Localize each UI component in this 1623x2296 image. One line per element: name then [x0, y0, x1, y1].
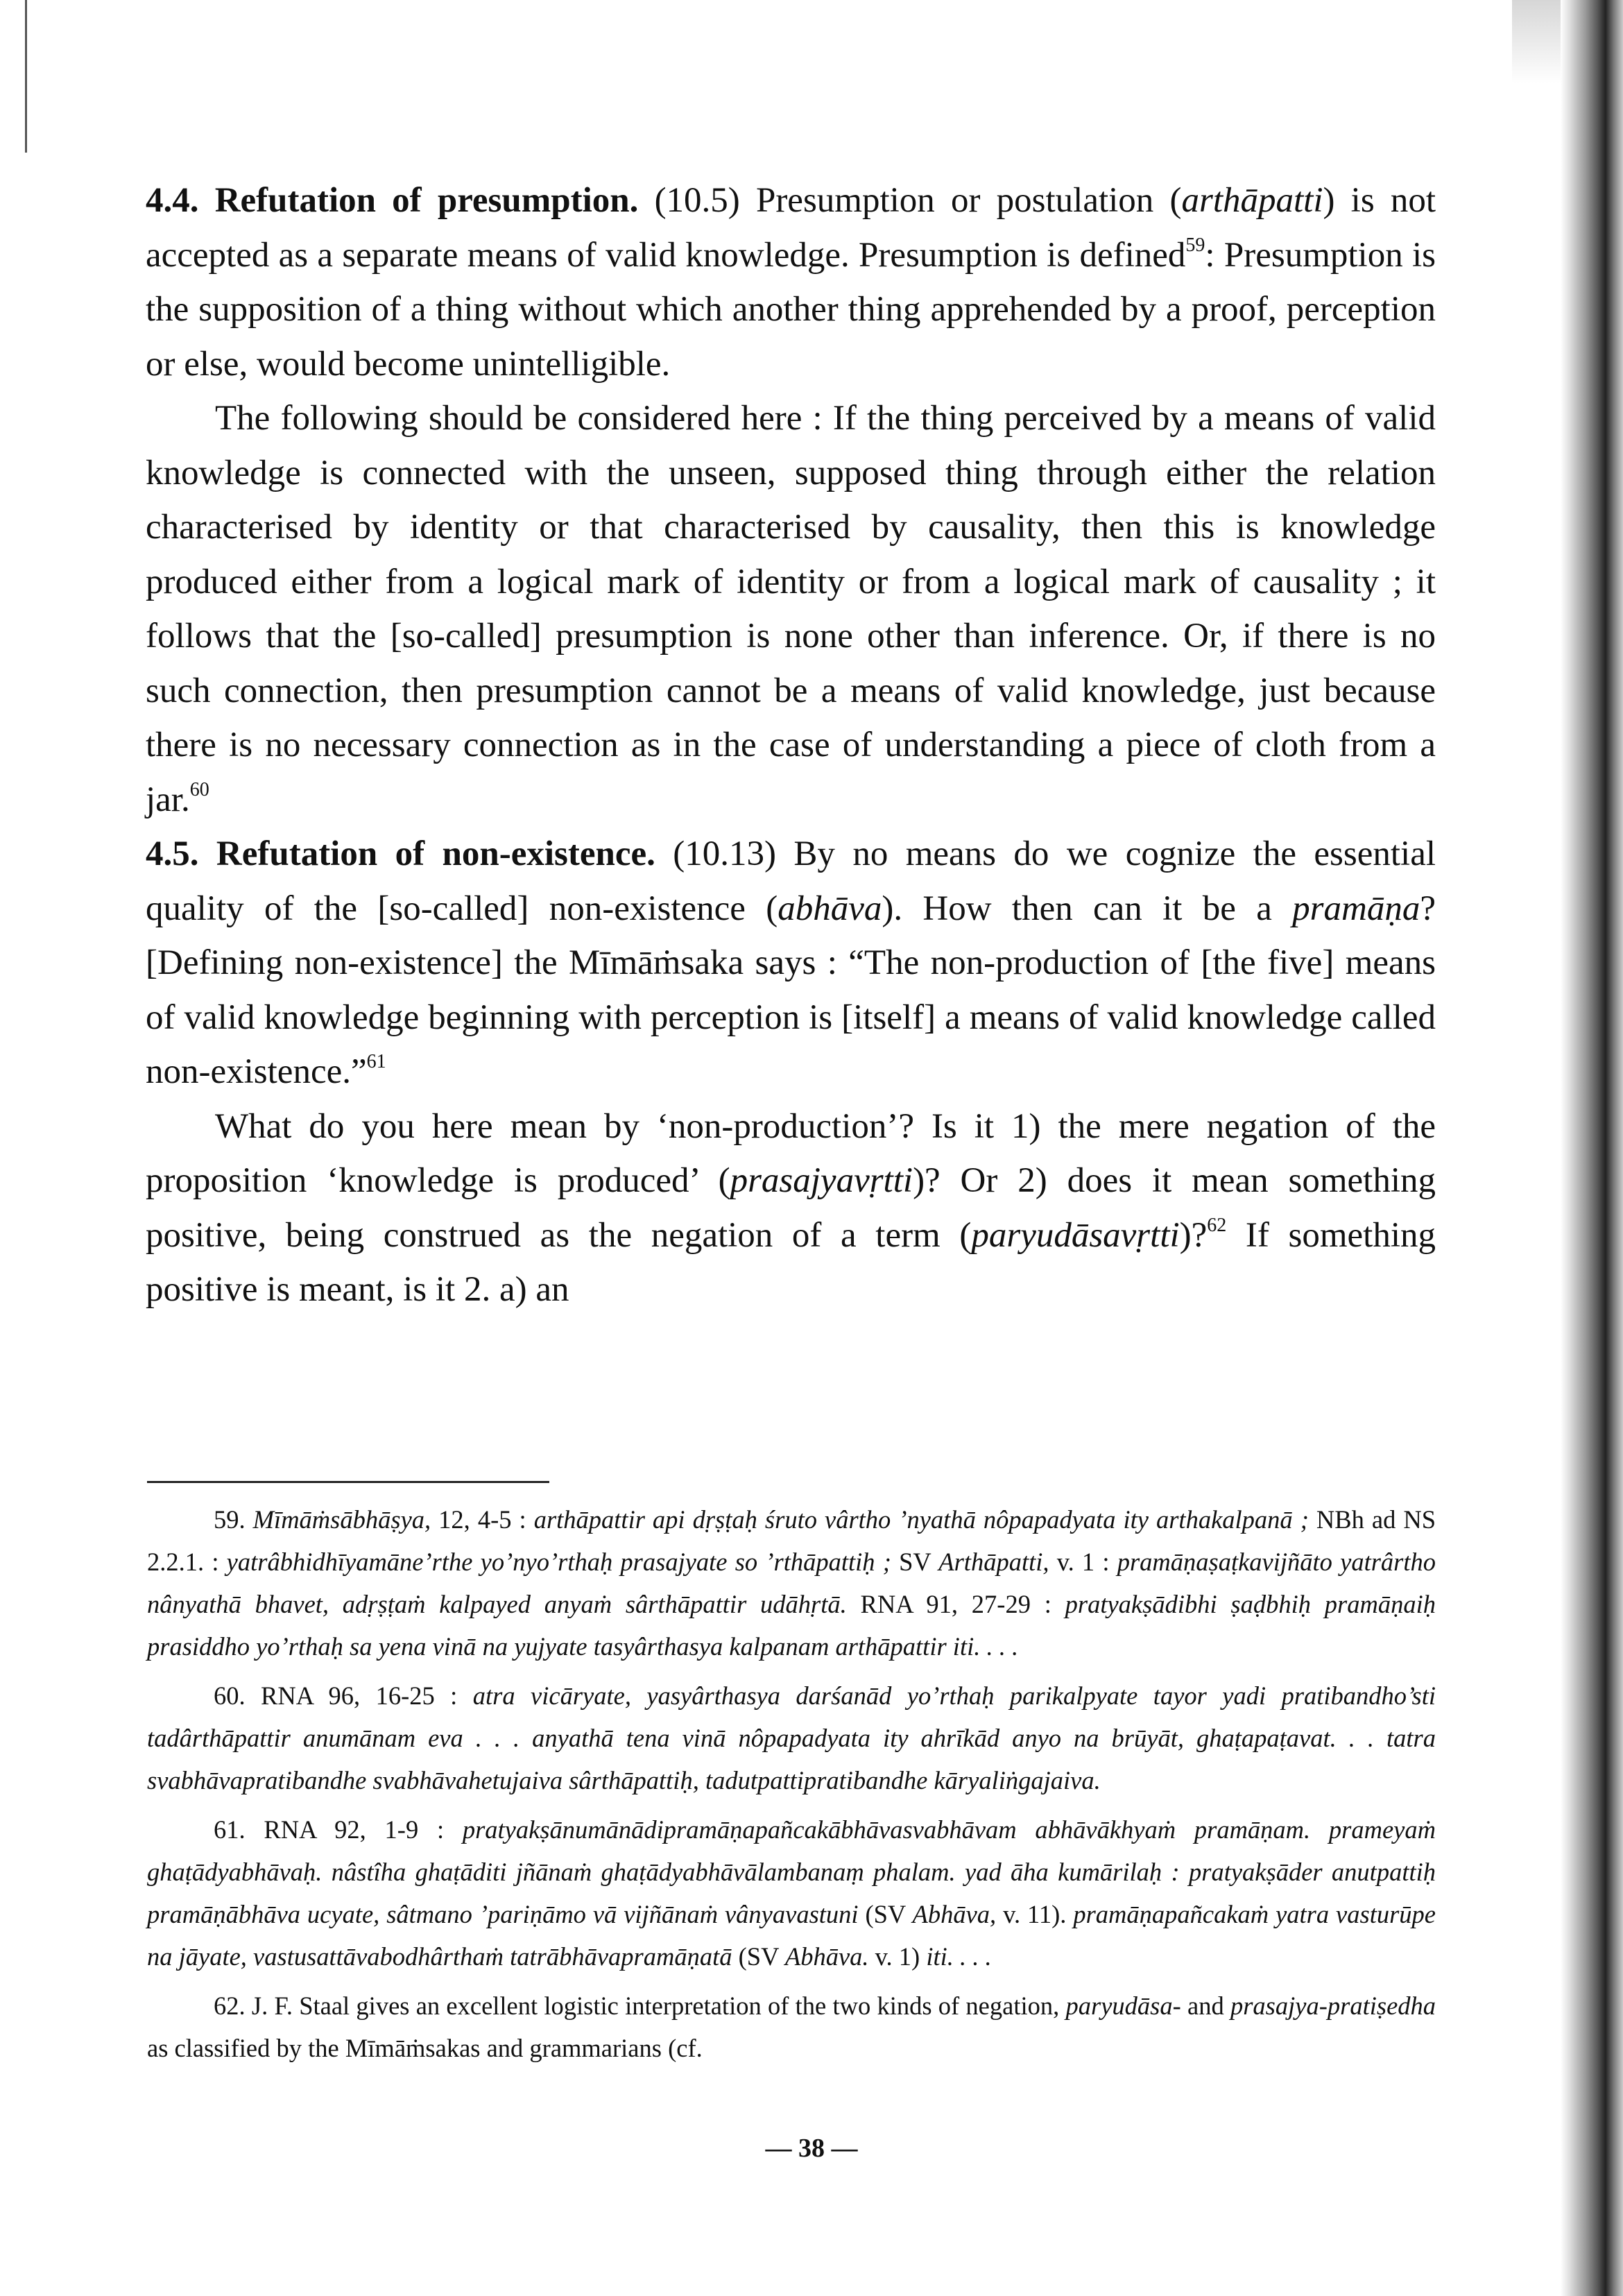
- text-segment: prasajya-pratiṣedha: [1230, 1991, 1436, 2020]
- heading-text: 4.4.: [146, 181, 215, 220]
- text-segment: v. 1): [868, 1942, 927, 1971]
- footnote-ref: 59: [1185, 234, 1205, 256]
- text-segment: (10.5) Presumption or postulation (: [638, 181, 1182, 220]
- text-segment: )?: [1179, 1215, 1208, 1255]
- footnote: [147, 1985, 1436, 2069]
- text-segment: pramāṇaṣaṭkavijñāto yatrârtho nânyathā bhavet, adṛṣṭaṁ kalpayed anyaṁ sârthāpattir udāhṛtā.: [147, 1548, 1436, 1618]
- text-segment: and: [1180, 1991, 1230, 2020]
- text-segment: pratyakṣānumānādipramāṇapañcakābhāvasvabhāvam abhāvākhyaṁ pramāṇam. prameyaṁ ghaṭādyabhāvaḥ. nâstîha ghaṭāditi jñānaṁ ghaṭādyabhāvālambanaṃ phalam. yad āha kumārilaḥ : pratyakṣāder anutpattiḥ pramāṇābhāva ucyate, sâtmano ’pariṇāmo vā vijñānaṁ vânyavastuni: [147, 1815, 1436, 1928]
- text-segment: v. 11).: [996, 1900, 1074, 1928]
- text-segment: (10.13) By no means do we cognize the essential quality of the [so-called] non-existence (: [146, 834, 1436, 928]
- text-segment: iti. . . .: [926, 1942, 992, 1971]
- paragraph: [146, 1099, 1436, 1317]
- text-segment: 61. RNA 92, 1-9 :: [214, 1815, 463, 1844]
- footnote: [147, 1498, 1436, 1668]
- text-segment: abhāva: [778, 889, 882, 928]
- text-segment: (SV: [732, 1942, 785, 1971]
- text-segment: yatrâbhidhīyamāne’rthe yo’nyo’rthaḥ prasajyate so ’rthāpattiḥ ;: [226, 1548, 891, 1576]
- text-segment: ? [Defining non-existence] the Mīmāṁsaka says : “The non-production of [the five] means of valid knowledge beginning with perception is [itself] a means of valid knowledge called non-existence.”: [146, 889, 1436, 1091]
- text-segment: 59.: [214, 1505, 253, 1534]
- footnote-separator: [147, 1481, 549, 1483]
- footnote-ref: 61: [366, 1051, 386, 1072]
- text-segment: arthāpattir api dṛṣṭaḥ śruto vârtho ’nyathā nôpapadyata ity arthakalpanā ;: [533, 1505, 1309, 1534]
- text-segment: 12, 4-5 :: [431, 1505, 534, 1534]
- scan-edge-line: [25, 0, 27, 153]
- text-segment: Arthāpatti,: [938, 1548, 1049, 1576]
- text-segment: v. 1 :: [1049, 1548, 1117, 1576]
- paragraph: [146, 827, 1436, 1099]
- text-segment: RNA 91, 27-29 :: [846, 1590, 1065, 1618]
- text-segment: pratyakṣādibhi ṣaḍbhiḥ pramāṇaiḥ prasiddho yo’rthaḥ sa yena vinā na yujyate tasyârthasya kalpanam arthāpattir iti. . . .: [147, 1590, 1436, 1661]
- page-number: — 38 —: [765, 2134, 858, 2163]
- text-segment: as classified by the Mīmāṁsakas and grammarians (cf.: [147, 2034, 703, 2062]
- text-segment: SV: [891, 1548, 939, 1576]
- text-segment: If something positive is meant, is it 2. a) an: [146, 1215, 1436, 1309]
- text-segment: The following should be considered here : If the thing perceived by a means of valid knowledge is connected with the unseen, supposed thing through either the relation characterised by identity or that characterised by causality, then this is knowledge produced either from a logical mark of identity or from a logical mark of causality ; it follows that the [so-called] presumption is none other than inference. Or, if there is no such connection, then presumption cannot be a means of valid knowledge, just because there is no necessary connection as in the case of understanding a piece of cloth from a jar.: [146, 399, 1436, 819]
- text-segment: pramāṇa: [1292, 889, 1420, 928]
- book-binding-shadow: [1561, 0, 1623, 2296]
- text-segment: ). How then can it be a: [882, 889, 1293, 928]
- text-segment: atra vicāryate, yasyârthasya darśanād yo’rthaḥ parikalpyate tayor yadi pratibandho’sti tadârthāpattir anumānam eva . . . anyathā tena vinā nôpapadyata ity ahrīkād anyo na brūyāt, ghaṭapaṭavat. . . tatra svabhāvapratibandhe svabhāvahetujaiva sârthāpattiḥ, tadutpattipratibandhe kāryaliṅgajaiva.: [147, 1681, 1436, 1794]
- paragraph: [146, 173, 1436, 391]
- footnotes: [147, 1498, 1436, 2076]
- footnote: [147, 1674, 1436, 1801]
- text-segment: 62. J. F. Staal gives an excellent logistic interpretation of the two kinds of negation,: [214, 1991, 1066, 2020]
- heading-text: 4.5.: [146, 834, 216, 873]
- footnote-ref: 62: [1207, 1214, 1227, 1236]
- heading-text: Refutation of non-existence.: [216, 834, 655, 873]
- text-segment: pramāṇapañcakaṁ yatra vasturūpe na jāyate, vastusattāvabodhârthaṁ tatrābhāvapramāṇatā: [147, 1900, 1436, 1971]
- text-segment: )? Or 2) does it mean something positive, being construed as the negation of a term (: [146, 1161, 1436, 1255]
- text-segment: paryudāsavṛtti: [971, 1215, 1180, 1255]
- text-segment: : Presumption is the supposition of a thing without which another thing apprehended by a proof, perception or else, would become unintelligible.: [146, 235, 1436, 384]
- text-segment: (SV: [858, 1900, 913, 1928]
- text-segment: NBh ad NS 2.2.1. :: [147, 1505, 1436, 1576]
- main-text: [146, 173, 1436, 1317]
- text-segment: prasajyavṛtti: [730, 1161, 913, 1200]
- text-segment: 60. RNA 96, 16-25 :: [214, 1681, 473, 1710]
- footnote: [147, 1808, 1436, 1978]
- text-segment: ) is not accepted as a separate means of valid knowledge. Presumption is defined: [146, 181, 1436, 275]
- text-segment: Mīmāṁsābhāṣya,: [252, 1505, 431, 1534]
- text-segment: What do you here mean by ‘non-production’? Is it 1) the mere negation of the proposition ‘knowledge is produced’ (: [146, 1106, 1436, 1200]
- text-segment: Abhāva.: [784, 1942, 869, 1971]
- text-segment: arthāpatti: [1181, 181, 1323, 220]
- text-segment: paryudāsa-: [1065, 1991, 1181, 2020]
- paragraph: [146, 391, 1436, 827]
- heading-text: Refutation of presumption.: [214, 181, 639, 220]
- text-segment: Abhāva,: [912, 1900, 997, 1928]
- footnote-ref: 60: [189, 778, 209, 800]
